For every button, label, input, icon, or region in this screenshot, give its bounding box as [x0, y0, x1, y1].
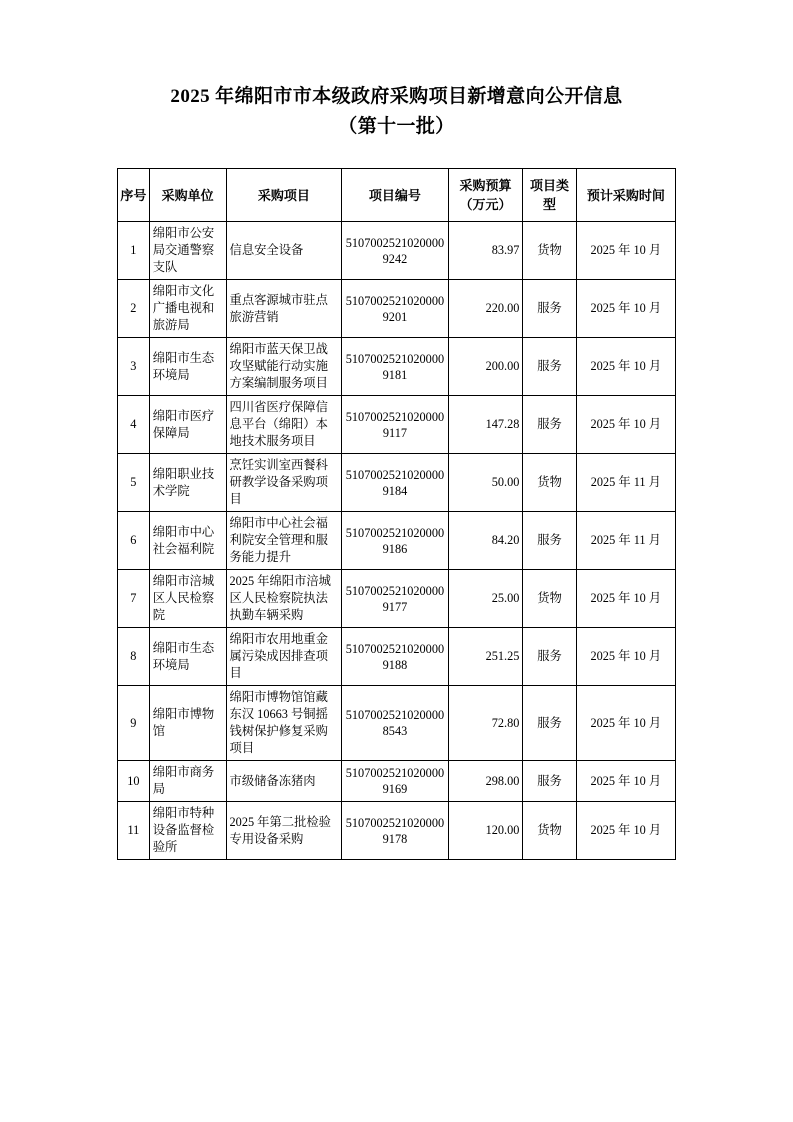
cell-budget: 84.20 — [448, 512, 523, 570]
table-row — [118, 222, 676, 280]
cell-project: 绵阳市蓝天保卫战攻坚赋能行动实施方案编制服务项目 — [226, 338, 342, 396]
table-row — [118, 512, 676, 570]
cell-budget: 298.00 — [448, 761, 523, 802]
cell-type: 服务 — [523, 686, 576, 761]
cell-time: 2025 年 10 月 — [576, 570, 675, 628]
cell-type: 服务 — [523, 338, 576, 396]
procurement-table — [117, 168, 676, 860]
cell-type: 服务 — [523, 512, 576, 570]
table-row — [118, 628, 676, 686]
table-header-row — [118, 169, 676, 222]
table-row — [118, 570, 676, 628]
column-header-time: 预计采购时间 — [576, 169, 675, 222]
cell-unit: 绵阳市商务局 — [149, 761, 226, 802]
cell-code: 51070025210200009169 — [342, 761, 448, 802]
cell-time: 2025 年 10 月 — [576, 686, 675, 761]
title-line-2: （第十一批） — [338, 116, 455, 137]
cell-type: 服务 — [523, 280, 576, 338]
cell-unit: 绵阳市博物馆 — [149, 686, 226, 761]
cell-index: 1 — [118, 222, 150, 280]
column-header-budget: 采购预算（万元） — [448, 169, 523, 222]
cell-budget: 72.80 — [448, 686, 523, 761]
cell-time: 2025 年 10 月 — [576, 222, 675, 280]
cell-time: 2025 年 11 月 — [576, 454, 675, 512]
cell-time: 2025 年 10 月 — [576, 396, 675, 454]
table-header — [118, 169, 676, 222]
cell-type: 货物 — [523, 570, 576, 628]
cell-unit: 绵阳市涪城区人民检察院 — [149, 570, 226, 628]
cell-index: 11 — [118, 802, 150, 860]
page-title — [0, 82, 793, 142]
cell-code: 51070025210200009117 — [342, 396, 448, 454]
cell-time: 2025 年 10 月 — [576, 628, 675, 686]
cell-code: 51070025210200009181 — [342, 338, 448, 396]
column-header-index: 序号 — [118, 169, 150, 222]
cell-index: 9 — [118, 686, 150, 761]
procurement-table-container — [0, 168, 793, 860]
cell-project: 重点客源城市驻点旅游营销 — [226, 280, 342, 338]
table-body — [118, 222, 676, 860]
table-row — [118, 280, 676, 338]
cell-unit: 绵阳市公安局交通警察支队 — [149, 222, 226, 280]
cell-code: 51070025210200009242 — [342, 222, 448, 280]
cell-project: 市级储备冻猪肉 — [226, 761, 342, 802]
cell-time: 2025 年 11 月 — [576, 512, 675, 570]
cell-unit: 绵阳市医疗保障局 — [149, 396, 226, 454]
cell-code: 51070025210200009184 — [342, 454, 448, 512]
cell-unit: 绵阳职业技术学院 — [149, 454, 226, 512]
table-row — [118, 802, 676, 860]
cell-budget: 83.97 — [448, 222, 523, 280]
cell-type: 服务 — [523, 396, 576, 454]
cell-type: 服务 — [523, 761, 576, 802]
cell-unit: 绵阳市文化广播电视和旅游局 — [149, 280, 226, 338]
cell-index: 6 — [118, 512, 150, 570]
cell-index: 4 — [118, 396, 150, 454]
cell-type: 货物 — [523, 222, 576, 280]
cell-type: 货物 — [523, 454, 576, 512]
table-row — [118, 396, 676, 454]
cell-index: 8 — [118, 628, 150, 686]
cell-project: 绵阳市农用地重金属污染成因排查项目 — [226, 628, 342, 686]
cell-budget: 251.25 — [448, 628, 523, 686]
cell-project: 信息安全设备 — [226, 222, 342, 280]
cell-index: 7 — [118, 570, 150, 628]
cell-budget: 220.00 — [448, 280, 523, 338]
cell-code: 51070025210200009178 — [342, 802, 448, 860]
cell-project: 四川省医疗保障信息平台（绵阳）本地技术服务项目 — [226, 396, 342, 454]
column-header-code: 项目编号 — [342, 169, 448, 222]
column-header-unit: 采购单位 — [149, 169, 226, 222]
table-row — [118, 686, 676, 761]
cell-budget: 120.00 — [448, 802, 523, 860]
cell-budget: 147.28 — [448, 396, 523, 454]
table-row — [118, 338, 676, 396]
cell-code: 51070025210200009177 — [342, 570, 448, 628]
cell-code: 51070025210200008543 — [342, 686, 448, 761]
cell-unit: 绵阳市特种设备监督检验所 — [149, 802, 226, 860]
table-row — [118, 761, 676, 802]
cell-budget: 25.00 — [448, 570, 523, 628]
cell-index: 10 — [118, 761, 150, 802]
cell-project: 2025 年绵阳市涪城区人民检察院执法执勤车辆采购 — [226, 570, 342, 628]
column-header-type: 项目类型 — [523, 169, 576, 222]
cell-unit: 绵阳市生态环境局 — [149, 628, 226, 686]
cell-time: 2025 年 10 月 — [576, 761, 675, 802]
cell-unit: 绵阳市生态环境局 — [149, 338, 226, 396]
cell-type: 货物 — [523, 802, 576, 860]
cell-budget: 200.00 — [448, 338, 523, 396]
table-row — [118, 454, 676, 512]
column-header-project: 采购项目 — [226, 169, 342, 222]
cell-index: 3 — [118, 338, 150, 396]
cell-project: 2025 年第二批检验专用设备采购 — [226, 802, 342, 860]
cell-unit: 绵阳市中心社会福利院 — [149, 512, 226, 570]
cell-project: 烹饪实训室西餐科研教学设备采购项目 — [226, 454, 342, 512]
cell-index: 5 — [118, 454, 150, 512]
cell-time: 2025 年 10 月 — [576, 802, 675, 860]
cell-time: 2025 年 10 月 — [576, 338, 675, 396]
cell-code: 51070025210200009201 — [342, 280, 448, 338]
cell-index: 2 — [118, 280, 150, 338]
title-line-1: 2025 年绵阳市市本级政府采购项目新增意向公开信息 — [170, 86, 623, 107]
cell-project: 绵阳市博物馆馆藏东汉 10663 号铜摇钱树保护修复采购项目 — [226, 686, 342, 761]
cell-type: 服务 — [523, 628, 576, 686]
cell-code: 51070025210200009188 — [342, 628, 448, 686]
cell-time: 2025 年 10 月 — [576, 280, 675, 338]
cell-project: 绵阳市中心社会福利院安全管理和服务能力提升 — [226, 512, 342, 570]
cell-budget: 50.00 — [448, 454, 523, 512]
cell-code: 51070025210200009186 — [342, 512, 448, 570]
